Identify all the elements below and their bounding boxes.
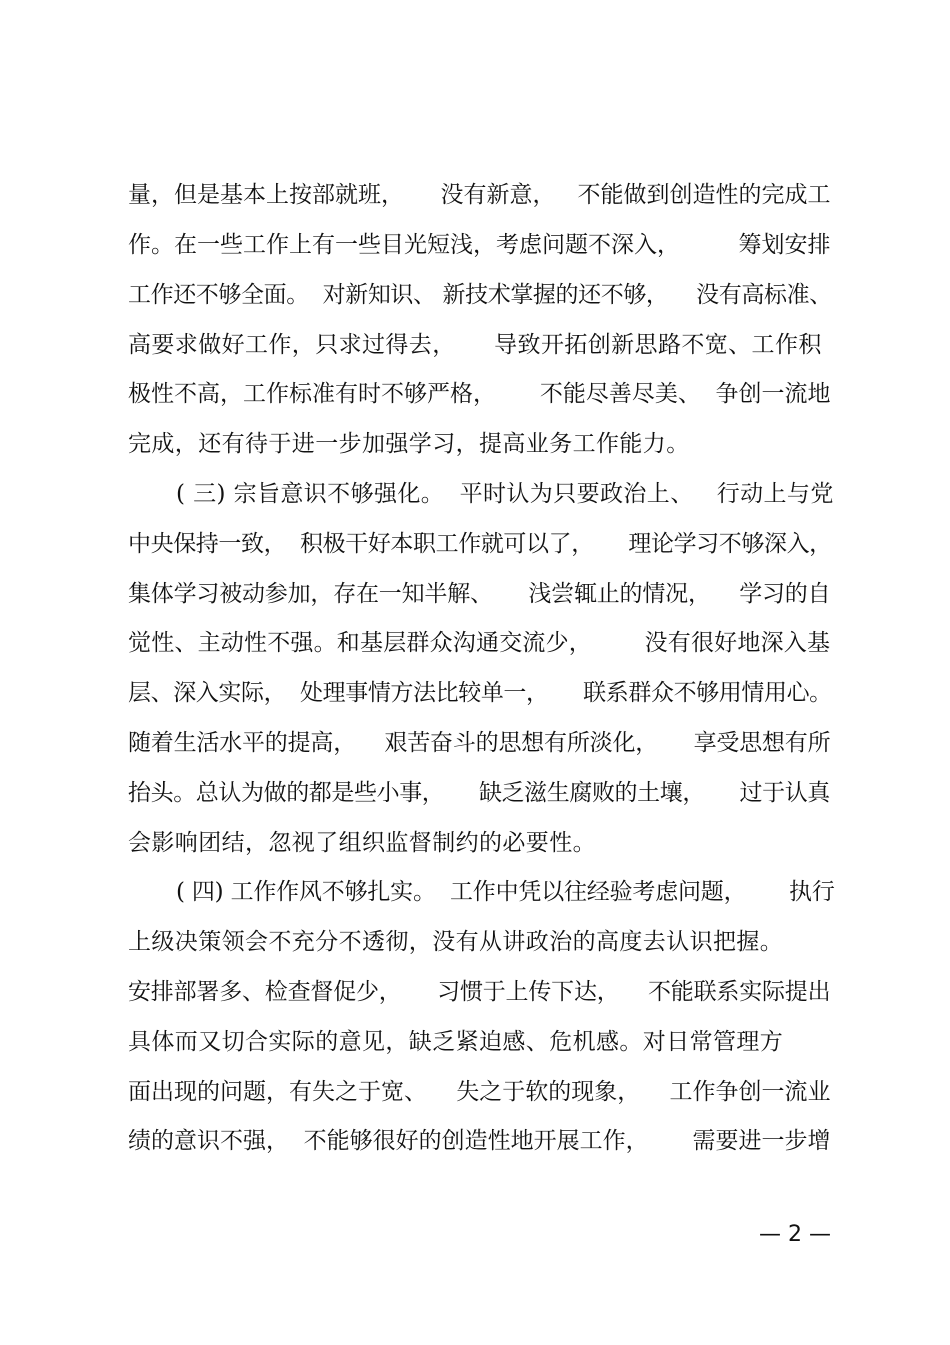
text-line: 层、深入实际， 处理事情方法比较单一， 联系群众不够用情用心。 — [128, 680, 832, 706]
text-line: 绩的意识不强， 不能够很好的创造性地开展工作， 需要进一步增 — [128, 1128, 831, 1154]
text-line: 觉性、主动性不强。和基层群众沟通交流少， 没有很好地深入基 — [128, 630, 831, 656]
section-heading-four: ( 四) 工作作风不够扎实。 工作中凭以往经验考虑问题， 执行 — [176, 879, 835, 905]
text-line: 极性不高，工作标准有时不够严格， 不能尽善尽美、 争创一流地 — [128, 381, 831, 407]
text-line: 高要求做好工作，只求过得去， 导致开拓创新思路不宽、工作积 — [128, 332, 822, 358]
text-line: 上级决策领会不充分不透彻，没有从讲政治的高度去认识把握。 — [128, 929, 784, 955]
text-line: 安排部署多、检查督促少， 习惯于上传下达， 不能联系实际提出 — [128, 979, 831, 1005]
section-heading-three: ( 三) 宗旨意识不够强化。 平时认为只要政治上、 行动上与党 — [176, 481, 834, 507]
text-line: 具体而又切合实际的意见，缺乏紧迫感、危机感。对日常管理方 — [128, 1029, 784, 1055]
text-line: 随着生活水平的提高， 艰苦奋斗的思想有所淡化， 享受思想有所 — [128, 730, 831, 756]
text-line: 中央保持一致， 积极干好本职工作就可以了， 理论学习不够深入， — [128, 531, 832, 557]
page-number: — 2 — — [759, 1222, 831, 1247]
text-line: 抬头。总认为做的都是些小事， 缺乏滋生腐败的土壤， 过于认真 — [128, 780, 830, 806]
text-line: 工作还不够全面。 对新知识、 新技术掌握的还不够， 没有高标准、 — [128, 282, 832, 308]
text-line: 集体学习被动参加，存在一知半解、 浅尝辄止的情况， 学习的自 — [128, 581, 831, 607]
text-line: 作。在一些工作上有一些目光短浅，考虑问题不深入， 筹划安排 — [128, 232, 831, 258]
text-line: 会影响团结，忽视了组织监督制约的必要性。 — [128, 830, 596, 856]
text-line: 面出现的问题，有失之于宽、 失之于软的现象， 工作争创一流业 — [128, 1079, 831, 1105]
text-line: 量，但是基本上按部就班， 没有新意， 不能做到创造性的完成工 — [128, 182, 831, 208]
text-line: 完成，还有待于进一步加强学习，提高业务工作能力。 — [128, 431, 690, 457]
